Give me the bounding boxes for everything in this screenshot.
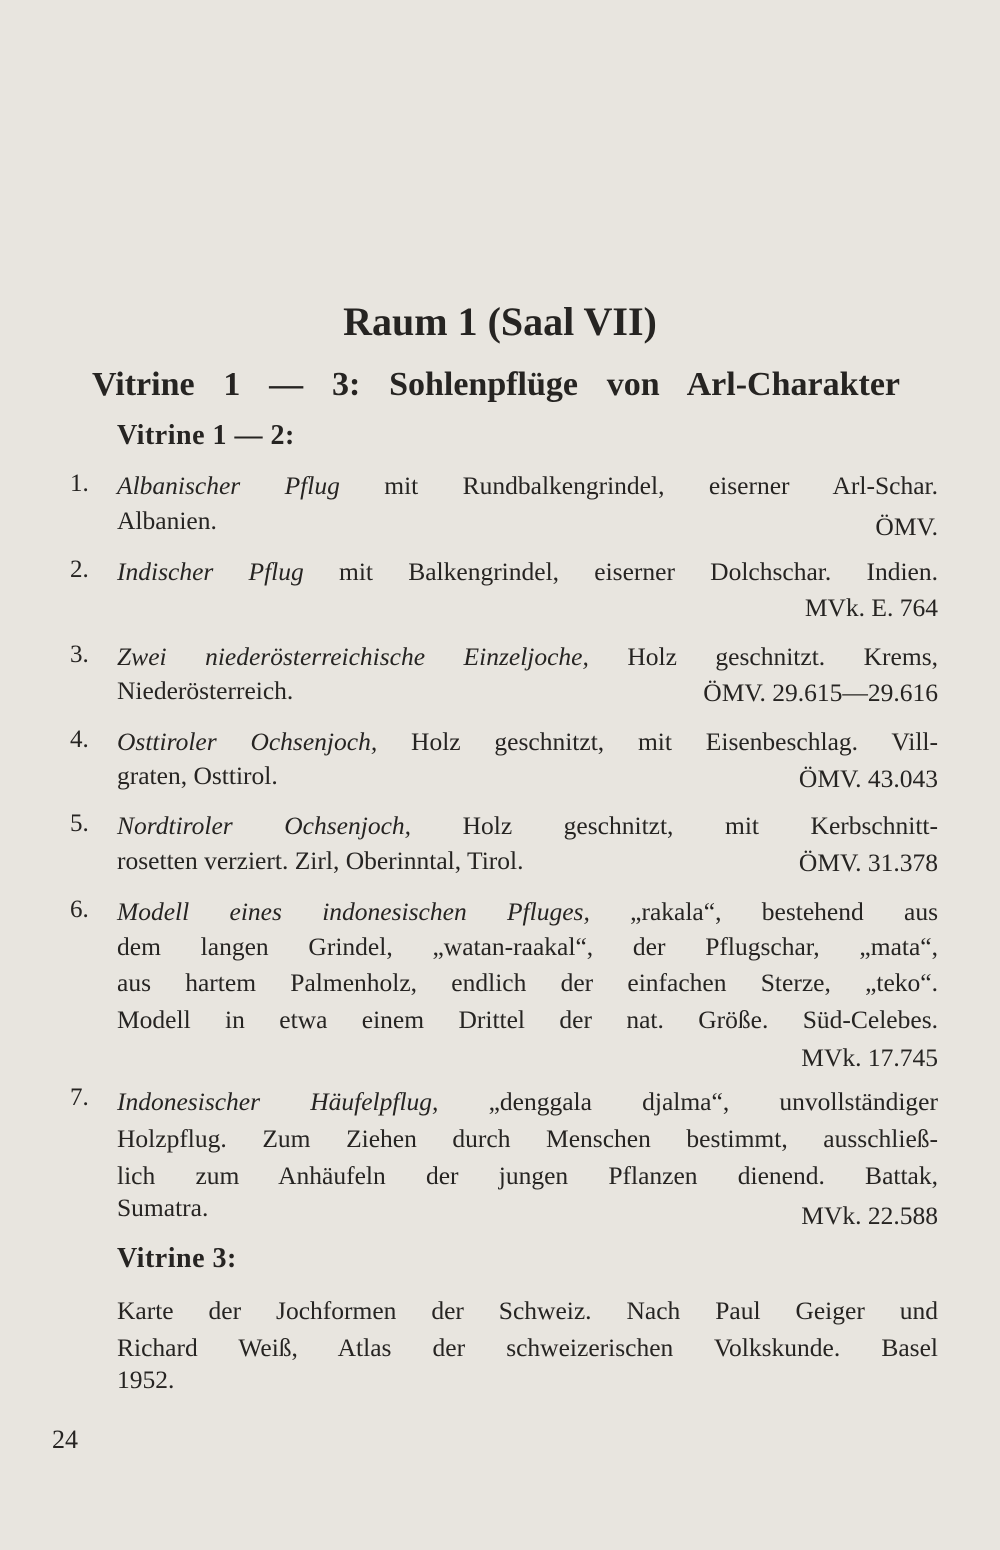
collection-reference: MVk. 17.745 xyxy=(801,1043,938,1072)
page-number: 24 xyxy=(52,1425,78,1454)
entry-number: 3. xyxy=(70,641,89,668)
section-heading-vitrine-3: Vitrine 3: xyxy=(117,1243,237,1274)
entry-line xyxy=(117,726,938,758)
entry-number: 4. xyxy=(70,726,89,753)
collection-reference: ÖMV. 31.378 xyxy=(798,848,938,877)
entry-line xyxy=(117,810,938,842)
entry-number: 7. xyxy=(70,1084,89,1111)
entry-title: Zwei niederösterreichische Einzeljoche, xyxy=(117,642,589,671)
entry-title: Osttiroler Ochsenjoch, xyxy=(117,727,378,756)
entry-text: Holz geschnitzt, mit Eisenbeschlag. Vill- xyxy=(377,727,938,756)
showcase-heading: Vitrine 1 — 3: Sohlenpflüge von Arl-Charakter xyxy=(92,366,900,403)
paragraph-line: Richard Weiß, Atlas der schweizerischen Volkskunde. Basel xyxy=(117,1333,938,1362)
section-heading-vitrine-1-2: Vitrine 1 — 2: xyxy=(117,420,295,451)
entry-text: „rakala“, bestehend aus xyxy=(589,897,938,926)
entry-line xyxy=(117,760,938,792)
entry-line xyxy=(117,675,938,707)
entry-text: rosetten verziert. Zirl, Oberinntal, Tirol. xyxy=(117,846,524,875)
room-title: Raum 1 (Saal VII) xyxy=(343,299,657,344)
collection-reference: MVk. E. 764 xyxy=(804,593,938,622)
entry-line xyxy=(117,556,938,588)
entry-line xyxy=(117,641,938,673)
entry-line: lich zum Anhäufeln der jungen Pflanzen dienend. Battak, xyxy=(117,1161,938,1190)
entry-line xyxy=(117,1192,938,1230)
entry-line: dem langen Grindel, „watan-raakal“, der Pflugschar, „mata“, xyxy=(117,932,938,961)
entry-line xyxy=(117,1086,938,1118)
entry-text: Albanien. xyxy=(117,506,217,535)
paragraph-line: Karte der Jochformen der Schweiz. Nach Paul Geiger und xyxy=(117,1296,938,1325)
entry-title: Albanischer Pflug xyxy=(117,471,340,500)
paragraph-line: 1952. xyxy=(117,1365,175,1394)
entry-text: „denggala djalma“, unvollständiger xyxy=(438,1087,938,1116)
entry-number: 5. xyxy=(70,810,89,837)
entry-text: Holz geschnitzt. Krems, xyxy=(588,642,938,671)
collection-reference: ÖMV. 29.615—29.616 xyxy=(703,678,938,707)
entry-text: mit Rundbalkengrindel, eiserner Arl-Schar. xyxy=(339,471,938,500)
entry-number: 1. xyxy=(70,470,89,497)
entry-number: 2. xyxy=(70,556,89,583)
entry-number: 6. xyxy=(70,896,89,923)
collection-reference: ÖMV. 43.043 xyxy=(798,764,938,793)
entry-line: Modell in etwa einem Drittel der nat. Größe. Süd-Celebes. xyxy=(117,1005,938,1034)
entry-line xyxy=(117,505,938,541)
collection-reference: ÖMV. xyxy=(875,512,938,541)
entry-text: graten, Osttirol. xyxy=(117,761,278,790)
entry-line xyxy=(117,896,938,928)
entry-text: Holz geschnitzt, mit Kerbschnitt- xyxy=(411,811,938,840)
entry-title: Indonesischer Häufelpflug, xyxy=(117,1087,439,1116)
entry-title: Nordtiroler Ochsenjoch, xyxy=(117,811,412,840)
entry-text: Niederösterreich. xyxy=(117,676,294,705)
entry-line: aus hartem Palmenholz, endlich der einfachen Sterze, „teko“. xyxy=(117,968,938,997)
entry-text: mit Balkengrindel, eiserner Dolchschar. Indien. xyxy=(303,557,938,586)
entry-line xyxy=(117,845,938,877)
entry-line: Holzpflug. Zum Ziehen durch Menschen bestimmt, ausschließ- xyxy=(117,1124,938,1153)
entry-title: Modell eines indonesischen Pfluges, xyxy=(117,897,590,926)
entry-text: Sumatra. xyxy=(117,1193,209,1222)
entry-title: Indischer Pflug xyxy=(117,557,304,586)
entry-line xyxy=(117,470,938,502)
collection-reference: MVk. 22.588 xyxy=(801,1201,938,1230)
